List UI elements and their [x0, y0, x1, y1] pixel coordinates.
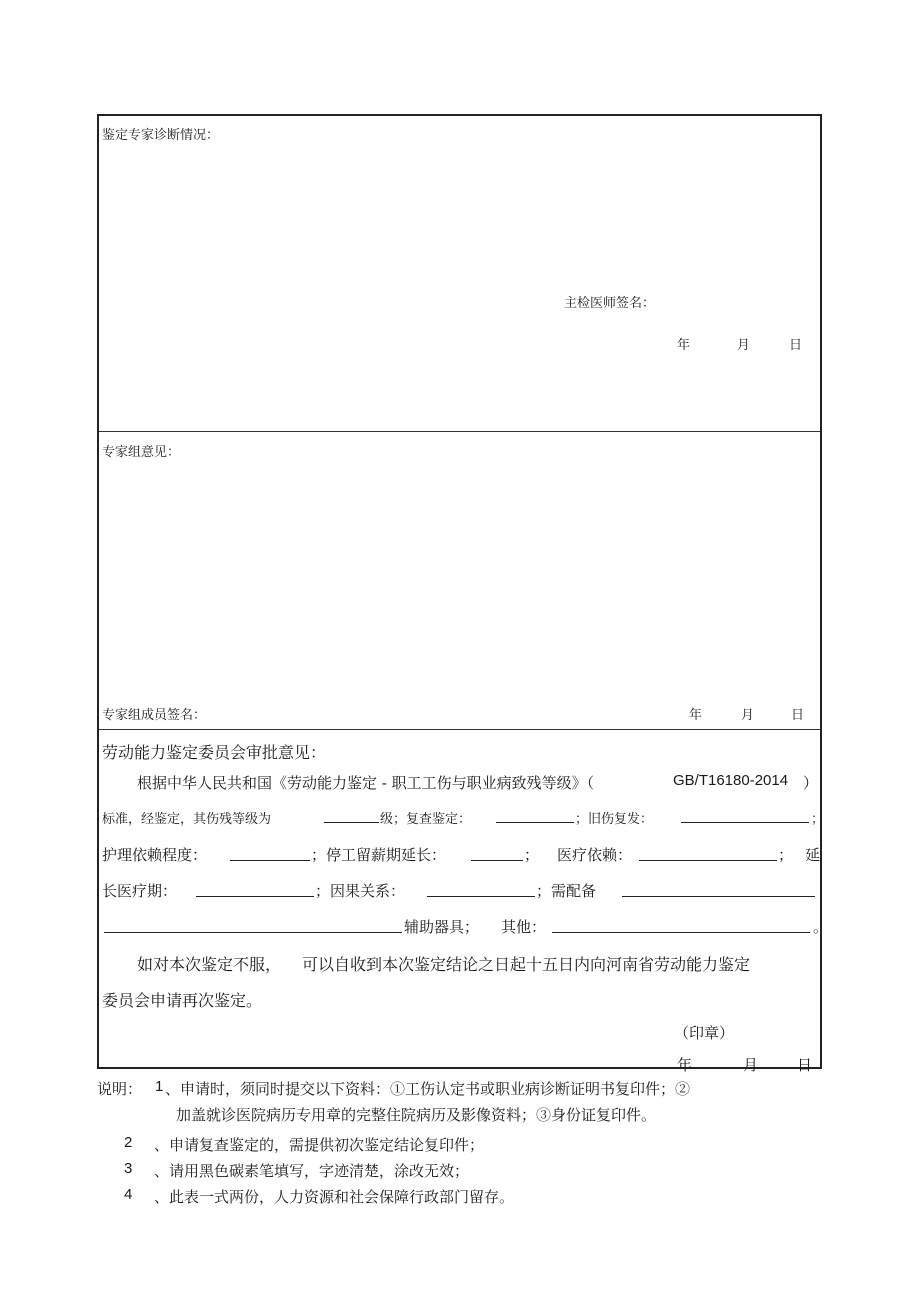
medical-dependency-field[interactable] — [639, 846, 777, 861]
nursing-dependency-field[interactable] — [230, 846, 310, 861]
causality-field[interactable] — [427, 882, 535, 897]
other-field[interactable] — [552, 918, 810, 933]
paid-leave-extension-field[interactable] — [471, 846, 523, 861]
note-3-number: 3 — [124, 1160, 133, 1177]
expert-opinion-content-area[interactable] — [102, 464, 817, 684]
expert-members-signature-label: 专家组成员签名： — [102, 708, 207, 723]
appeal-text-2: 委员会申请再次鉴定。 — [102, 991, 263, 1010]
chief-physician-signature-label: 主检医师签名： — [564, 296, 656, 311]
line3-wrap-char: 延 — [805, 846, 821, 864]
diagnosis-date-day: 日 — [789, 338, 803, 353]
diagnosis-date-month: 月 — [737, 338, 751, 353]
disability-grade-field[interactable] — [324, 808, 379, 823]
expert-opinion-section — [99, 432, 820, 730]
medical-dependency-label: 医疗依赖： — [557, 846, 633, 864]
nursing-dependency-label: 护理依赖程度： — [102, 846, 208, 864]
other-label: 其他： — [501, 918, 547, 936]
note-2-number: 2 — [124, 1134, 133, 1151]
diagnosis-date-year: 年 — [677, 338, 691, 353]
appeal-text-1: 如对本次鉴定不服， — [137, 955, 282, 974]
note-1-text: 、申请时，须同时提交以下资料：①工伤认定书或职业病诊断证明书复印件；② — [165, 1080, 691, 1098]
equipment-needed-field[interactable] — [622, 882, 815, 897]
paid-leave-extension-label: ；停工留薪期延长： — [311, 846, 447, 864]
seal-label: （印章） — [674, 1024, 735, 1042]
diagnosis-section — [99, 116, 820, 432]
note-4-text: 、此表一式两份，人力资源和社会保障行政部门留存。 — [154, 1188, 515, 1206]
expert-date-month: 月 — [741, 708, 755, 723]
committee-date-year: 年 — [677, 1056, 693, 1074]
review-appraisal-field[interactable] — [496, 808, 574, 823]
committee-date-day: 日 — [797, 1056, 813, 1074]
old-injury-relapse-label: ；旧伤复发： — [575, 812, 654, 827]
line3-sep2: ； — [778, 846, 794, 864]
equipment-detail-field[interactable] — [104, 918, 402, 933]
appeal-text-1b: 可以自收到本次鉴定结论之日起十五日内向河南省劳动能力鉴定 — [302, 955, 751, 974]
note-1-number: 1 — [155, 1078, 164, 1095]
note-1-text-cont: 加盖就诊医院病历专用章的完整住院病历及影像资料；③身份证复印件。 — [176, 1106, 657, 1124]
note-4-number: 4 — [124, 1186, 133, 1203]
expert-date-day: 日 — [791, 708, 805, 723]
committee-heading: 劳动能力鉴定委员会审批意见： — [102, 743, 327, 762]
causality-label: ；因果关系： — [315, 882, 406, 900]
notes-label: 说明： — [97, 1080, 143, 1098]
note-2-text: 、申请复查鉴定的，需提供初次鉴定结论复印件； — [154, 1136, 485, 1154]
line1-suffix: ） — [803, 774, 819, 792]
committee-date-month: 月 — [743, 1056, 759, 1074]
committee-approval-section — [99, 730, 829, 1074]
old-injury-relapse-field[interactable] — [681, 808, 809, 823]
extended-treatment-field[interactable] — [196, 882, 314, 897]
standard-code: GB/T16180-2014 — [673, 772, 789, 789]
expert-opinion-heading: 专家组意见： — [102, 445, 181, 460]
line3-sep: ； — [524, 846, 540, 864]
diagnosis-heading: 鉴定专家诊断情况： — [102, 128, 220, 143]
note-3-text: 、请用黑色碳素笔填写，字迹清楚，涂改无效； — [154, 1162, 470, 1180]
diagnosis-content-area[interactable] — [102, 146, 817, 286]
extended-treatment-label: 长医疗期： — [102, 882, 178, 900]
expert-date-year: 年 — [689, 708, 703, 723]
assistive-device-label: 辅助器具； — [404, 918, 480, 936]
appraisal-form — [97, 114, 829, 1074]
disability-grade-label: 标准，经鉴定，其伤残等级为 — [102, 812, 272, 827]
line1-prefix: 根据中华人民共和国《劳动能力鉴定 - 职工工伤与职业病致残等级》（ — [137, 774, 595, 792]
equipment-needed-label: ；需配备 — [536, 882, 597, 900]
line2-end: ； — [811, 812, 825, 827]
line5-end: 。 — [813, 918, 829, 936]
review-appraisal-label: 级；复查鉴定： — [380, 812, 472, 827]
